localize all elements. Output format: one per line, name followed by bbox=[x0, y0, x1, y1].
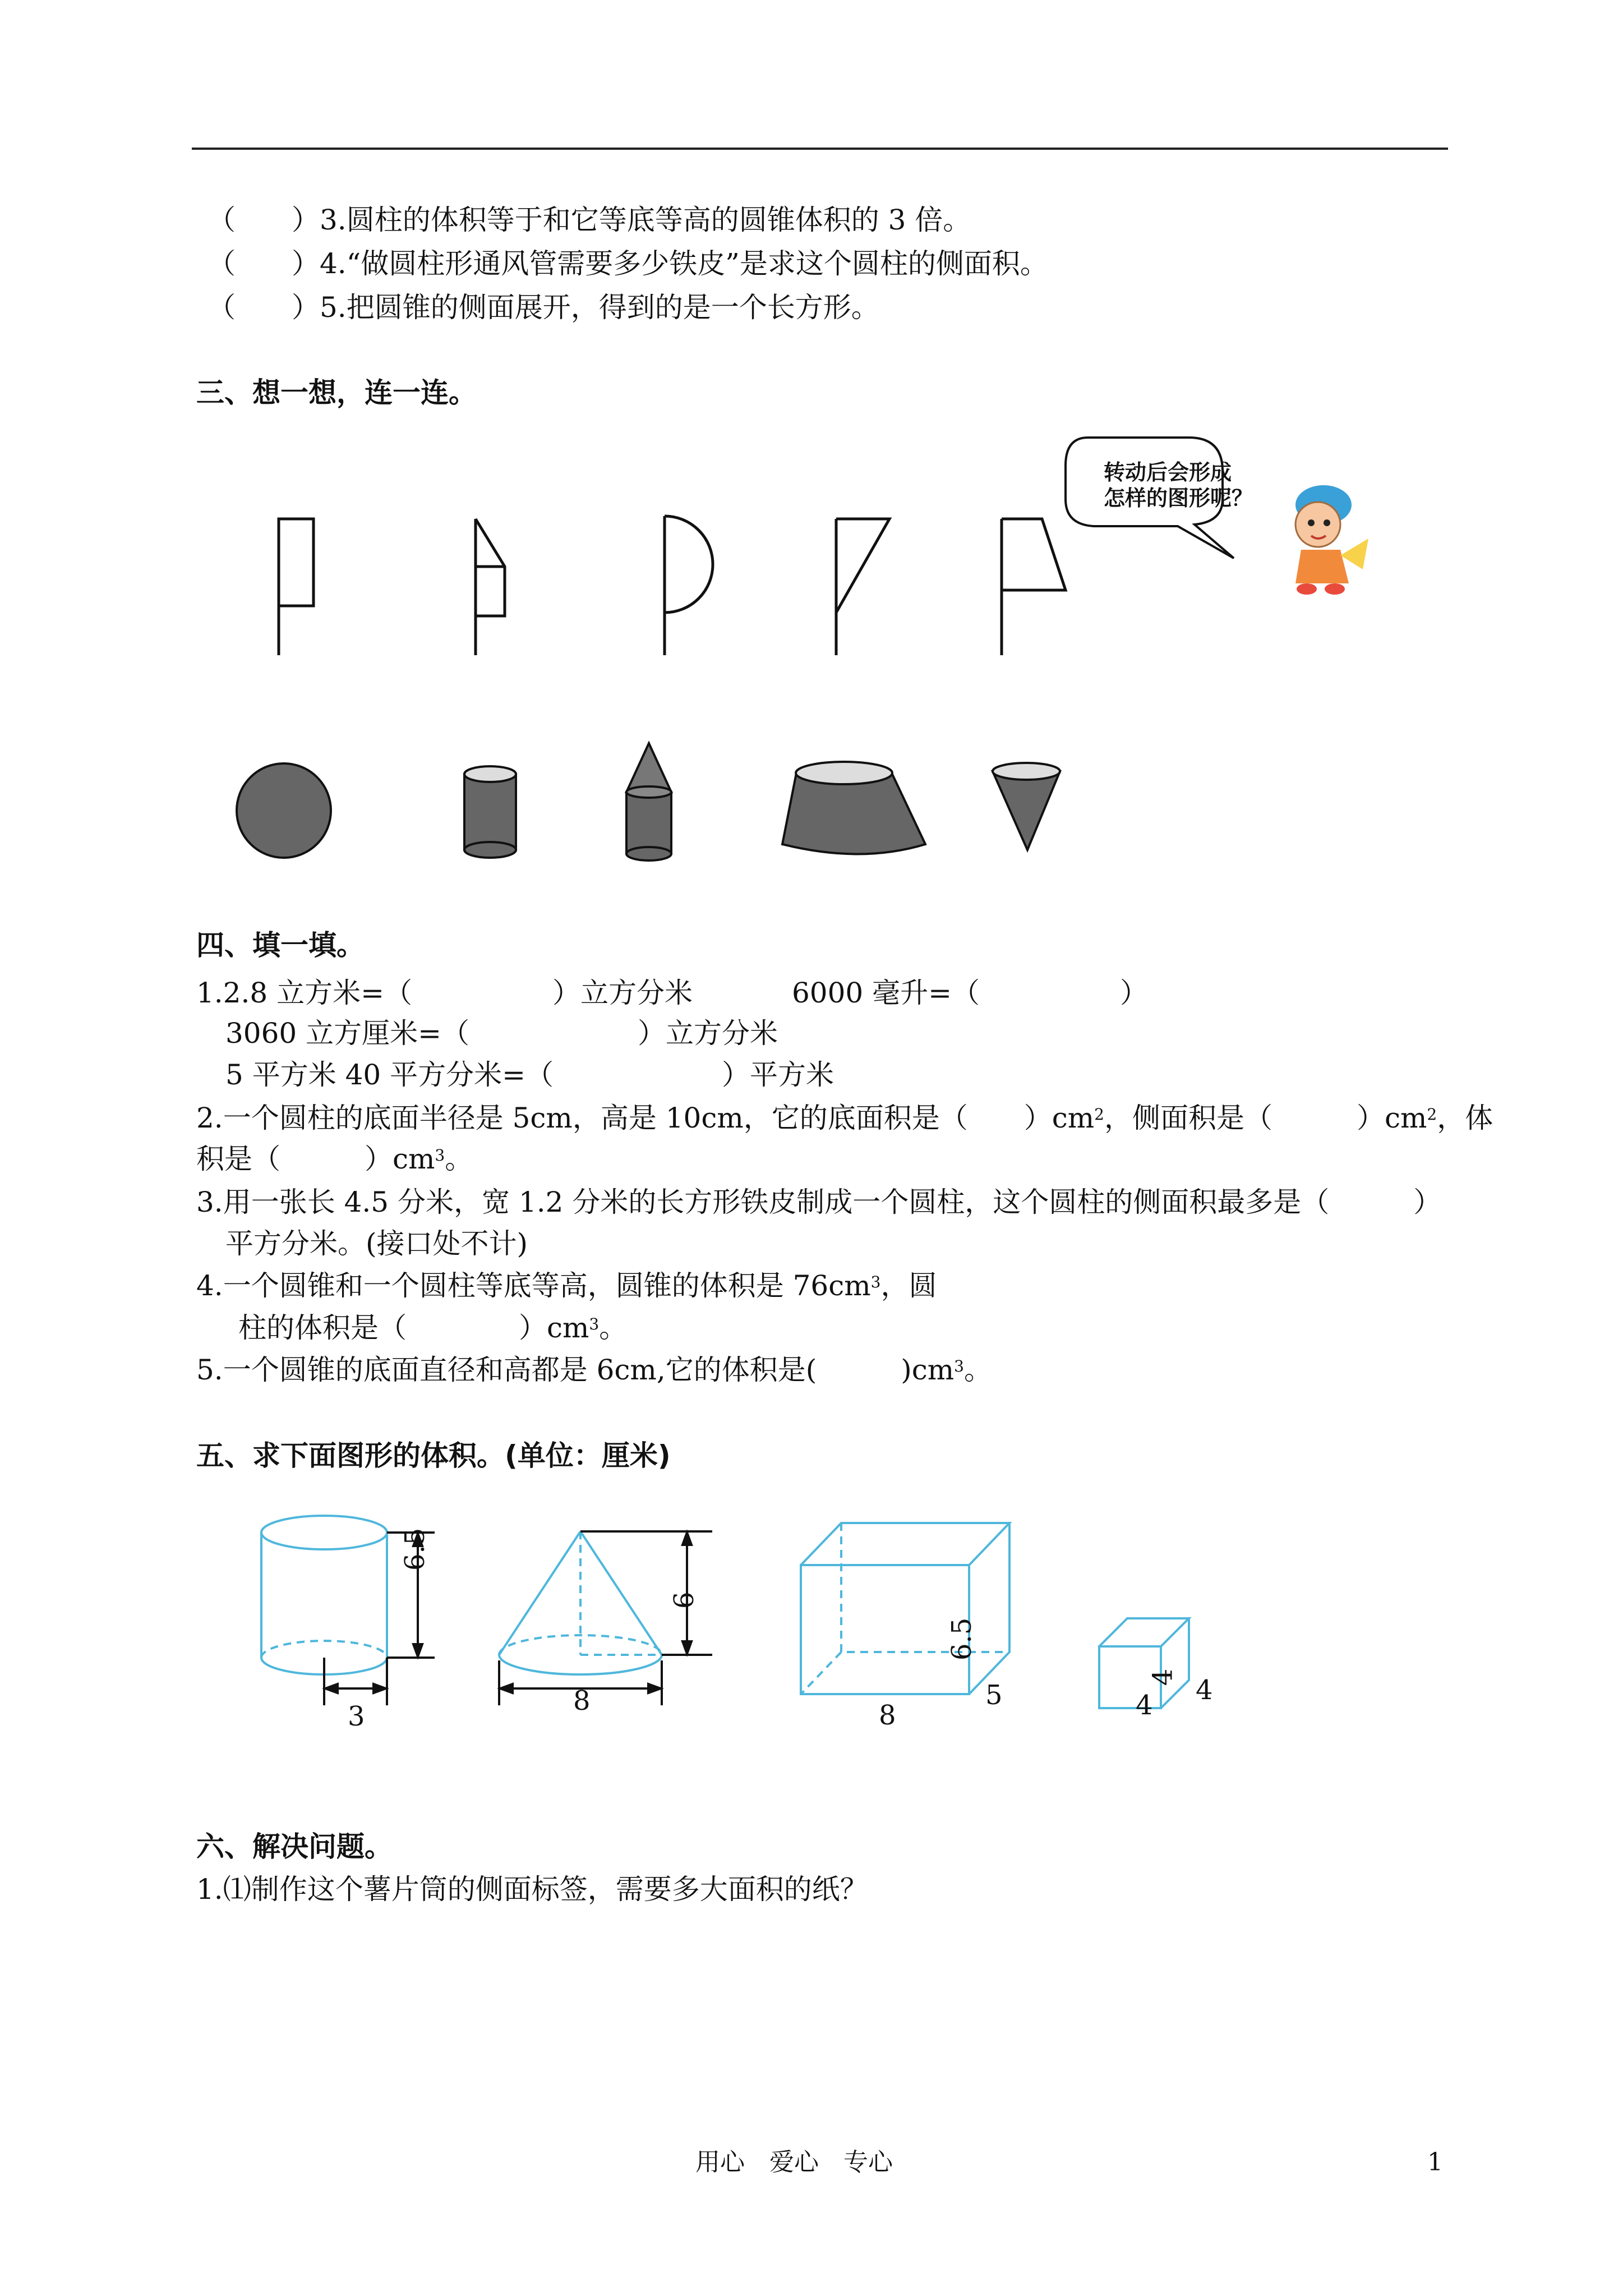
cylinder-height-label: 6.5 bbox=[399, 1527, 431, 1571]
q1-part-b: 6000 毫升=（ ） bbox=[792, 977, 1149, 1009]
section-4-title: 四、填一填。 bbox=[196, 929, 365, 961]
cylinder-top bbox=[261, 1516, 387, 1549]
q1-part-a: 1.2.8 立方米=（ ）立方分米 bbox=[196, 977, 693, 1009]
cuboid-width-label: 5 bbox=[985, 1680, 1003, 1711]
section-6-q1: 1.⑴制作这个薯片筒的侧面标签，需要多大面积的纸？ bbox=[196, 1873, 868, 1906]
judge-text: 5.把圆锥的侧面展开，得到的是一个长方形。 bbox=[320, 291, 879, 324]
footer-text: 用心 爱心 专心 bbox=[695, 2148, 893, 2177]
cylinder-radius-label: 3 bbox=[348, 1701, 365, 1732]
answer-paren[interactable]: （ ） bbox=[208, 291, 320, 324]
q3-line-2: 平方分米。(接口处不计) bbox=[225, 1227, 528, 1260]
bubble-line-1: 转动后会形成 bbox=[1104, 460, 1232, 485]
judge-text: 3.圆柱的体积等于和它等底等高的圆锥体积的 3 倍。 bbox=[320, 204, 971, 236]
q4-line-2: 柱的体积是（ ）$cm^3$。 bbox=[238, 1312, 628, 1344]
cube-length-label: 4 bbox=[1136, 1690, 1153, 1721]
page-number: 1 bbox=[1427, 2148, 1443, 2177]
q3-line-1: 3.用一张长 4.5 分米，宽 1.2 分米的长方形铁皮制成一个圆柱，这个圆柱的侧面积最多是（ ） bbox=[196, 1186, 1442, 1218]
cuboid-length-label: 8 bbox=[879, 1700, 896, 1731]
answer-paren[interactable]: （ ） bbox=[208, 247, 320, 280]
q1-part-c: 3060 立方厘米=（ ）立方分米 bbox=[225, 1017, 778, 1050]
answer-paren[interactable]: （ ） bbox=[208, 204, 320, 236]
section-3-title: 三、想一想，连一连。 bbox=[196, 376, 477, 409]
section-6-title: 六、解决问题。 bbox=[196, 1830, 393, 1863]
bubble-line-2: 怎样的图形呢？ bbox=[1104, 486, 1253, 510]
judge-text: 4.“做圆柱形通风管需要多少铁皮”是求这个圆柱的侧面积。 bbox=[320, 247, 1048, 280]
cone-height-label: 6 bbox=[668, 1591, 700, 1609]
cone-diameter-label: 8 bbox=[573, 1685, 591, 1717]
q2-line-1: 2.一个圆柱的底面半径是 5cm，高是 10cm，它的底面积是（ ）$cm^2$，侧面积是（ ）$cm^2$，体 bbox=[196, 1102, 1493, 1134]
q5: 5.一个圆锥的底面直径和高都是 6cm,它的体积是( )$cm^3$。 bbox=[196, 1354, 992, 1386]
q2-line-2: 积是（ ）$cm^3$。 bbox=[196, 1143, 473, 1175]
section-5-title: 五、求下面图形的体积。(单位：厘米) bbox=[196, 1439, 671, 1472]
q1-part-d: 5 平方米 40 平方分米=（ ）平方米 bbox=[225, 1059, 834, 1091]
cube-height-label: 4 bbox=[1147, 1668, 1179, 1686]
q4-line-1: 4.一个圆锥和一个圆柱等底等高，圆锥的体积是 $76cm^3$，圆 bbox=[196, 1269, 937, 1302]
cube-width-label: 4 bbox=[1196, 1674, 1213, 1706]
cuboid-height-label: 6.5 bbox=[946, 1617, 978, 1660]
